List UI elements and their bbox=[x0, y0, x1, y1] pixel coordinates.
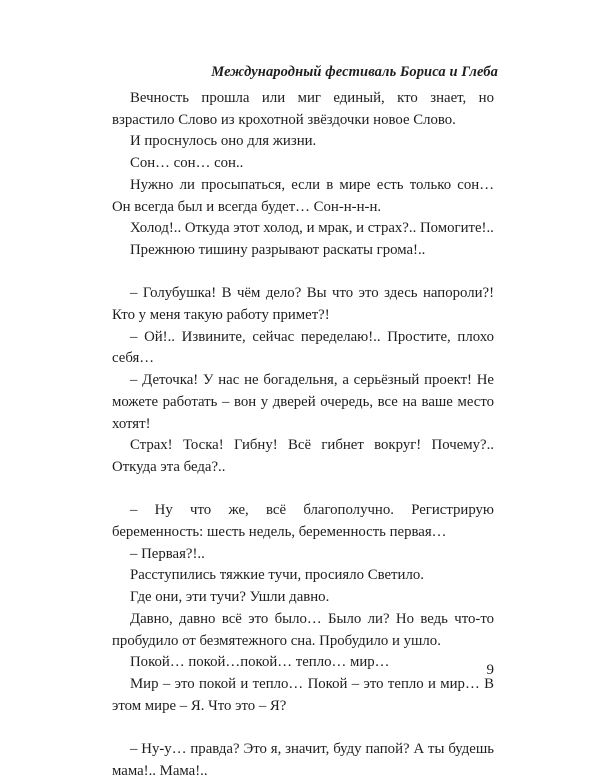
paragraph-gap bbox=[112, 717, 494, 739]
paragraph: – Деточка! У нас не богадельня, а серьёзный проект! Не можете работать – вон у дверей очередь, все на ваше место хотят! bbox=[112, 372, 494, 432]
running-title: Международный фестиваль Бориса и Глеба bbox=[211, 64, 498, 80]
paragraph: Мир – это покой и тепло… Покой – это тепло и мир… В этом мире – Я. Что это – Я? bbox=[112, 675, 494, 714]
paragraph: Где они, эти тучи? Ушли давно. bbox=[130, 589, 330, 606]
paragraph: – Ну что же, всё благополучно. Регистрирую беременность: шесть недель, беременность первая… bbox=[112, 502, 494, 541]
page-number: 9 bbox=[486, 662, 494, 678]
body-text bbox=[112, 88, 494, 782]
paragraph: Расступились тяжкие тучи, просияло Светило. bbox=[130, 567, 424, 584]
paragraph: Холод!.. Откуда этот холод, и мрак, и страх?.. Помогите!.. bbox=[130, 220, 494, 237]
paragraph-gap bbox=[112, 262, 494, 284]
paragraph: – Первая?!.. bbox=[130, 545, 205, 562]
paragraph: – Ну-у… правда? Это я, значит, буду папой? А ты будешь мама!.. Мама!.. bbox=[112, 741, 494, 779]
paragraph: – Голубушка! В чём дело? Вы что это здесь напороли?! Кто у меня такую работу примет?! bbox=[112, 285, 494, 324]
paragraph: И проснулось оно для жизни. bbox=[130, 133, 317, 150]
paragraph: Страх! Тоска! Гибну! Всё гибнет вокруг! Почему?.. Откуда эта беда?.. bbox=[112, 437, 494, 475]
paragraph: Нужно ли просыпаться, если в мире есть только сон… Он всегда был и всегда будет… Сон-н-н-н. bbox=[112, 176, 494, 215]
paragraph: Давно, давно всё это было… Было ли? Но ведь что-то пробудило от безмятежного сна. Пробудило и ушло. bbox=[112, 610, 494, 649]
paragraph-gap bbox=[112, 479, 494, 501]
paragraph: – Ой!.. Извините, сейчас переделаю!.. Простите, плохо себя… bbox=[112, 328, 494, 367]
paragraph: Покой… покой…покой… тепло… мир… bbox=[130, 654, 390, 671]
paragraph: Вечность прошла или миг единый, кто знает, но взрастило Слово из крохотной звёздочки новое Слово. bbox=[112, 90, 494, 128]
paragraph: Прежнюю тишину разрывают раскаты грома!.. bbox=[130, 241, 426, 258]
paragraph: Сон… сон… сон.. bbox=[130, 155, 244, 172]
